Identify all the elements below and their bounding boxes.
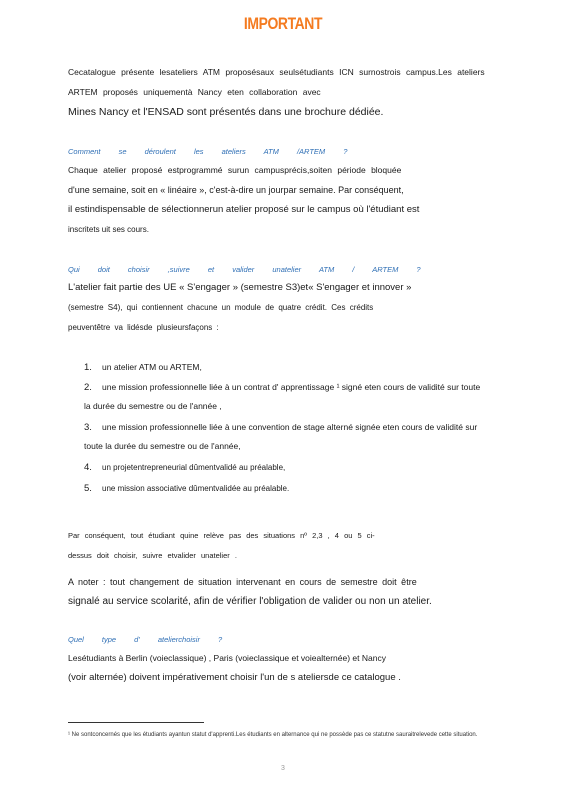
paragraph-how [68,160,488,240]
who-line-3: peuventêtre va lidésde plusieursfaçons : [68,323,219,332]
how-line-2: d'une semaine, soit en « linéaire », c'est-à-dire un jourpar semaine. Par conséquent, [68,185,404,195]
which-line-1: Lesétudiants à Berlin (voieclassique) , Paris (voieclassique et voiealternée) et Nancy [68,653,386,663]
list-text: un projetentrepreneurial dûmentvalidé au préalable, [102,463,286,472]
footnote-separator [68,722,204,723]
who-line-1: L'atelier fait partie des UE « S'engager » (semestre S3)et« S'engager et innover » [68,282,412,293]
paragraph-consequence [68,526,488,566]
paragraph-note [68,572,488,612]
page-number: 3 [281,765,285,772]
list-number: 5. [84,483,92,494]
page-title: IMPORTANT [243,14,323,33]
list-number: 3. [84,422,92,433]
list-item [84,358,488,377]
list-item [84,479,488,498]
question-heading-3: Quel type d' atelierchoisir ? [68,635,223,644]
list-item [84,458,488,477]
list-text: une mission professionnelle liée à un contrat d' apprentissage ¹ signé eten cours de validité sur toute la durée du semestre ou de l'année , [84,382,481,411]
intro-paragraph [68,62,488,122]
list-item [84,418,488,456]
intro-line-2: Mines Nancy et l'ENSAD sont présentés dans une brochure dédiée. [68,106,384,118]
paragraph-who [68,278,488,338]
who-line-2: (semestre S4), qui contiennent chacune un module de quatre crédit. Ces crédits [68,303,374,312]
how-line-4: inscritets uit ses cours. [68,225,149,234]
intro-line-1: Cecatalogue présente lesateliers ATM proposésaux seulsétudiants ICN surnostrois campus.Les ateliers ARTEM proposés uniquementà Nancy eten collaboration avec [68,67,485,97]
list-number: 1. [84,362,92,373]
consequence-line-2: dessus doit choisir, suivre etvalider unatelier . [68,551,237,560]
list-number: 4. [84,462,92,473]
list-text: une mission associative dûmentvalidée au préalable. [102,484,290,493]
list-number: 2. [84,382,92,393]
list-text: une mission professionnelle liée à une convention de stage alterné signée eten cours de validité sur toute la durée du semestre ou de l'année, [84,422,478,451]
how-line-3: il estindispensable de sélectionnerun atelier proposé sur le campus où l'étudiant est [68,204,420,215]
paragraph-which [68,648,488,688]
question-heading-1: Comment se déroulent les ateliers ATM /ARTEM ? [68,147,348,156]
which-line-2: (voir alternée) doivent impérativement choisir l'un de s ateliersde ce catalogue . [68,672,401,683]
note-line-2: signalé au service scolarité, afin de vérifier l'obligation de valider ou non un atelier. [68,596,432,607]
consequence-line-1: Par conséquent, tout étudiant quine relève pas des situations nº 2,3 , 4 ou 5 ci- [68,531,375,540]
list-text: un atelier ATM ou ARTEM, [102,362,202,372]
list-item [84,378,488,416]
note-line-1: A noter : tout changement de situation intervenant en cours de semestre doit être [68,577,417,587]
how-line-1: Chaque atelier proposé estprogrammé surun campusprécis,soiten période bloquée [68,165,402,175]
footnote: ¹ Ne sontconcernés que les étudiants ayantun statut d'apprenti.Les étudiants en alternance qui ne possède pas ce statutne sauraitrelevede cette situation. [68,732,478,738]
question-heading-2: Qui doit choisir ,suivre et valider unatelier ATM / ARTEM ? [68,265,421,274]
